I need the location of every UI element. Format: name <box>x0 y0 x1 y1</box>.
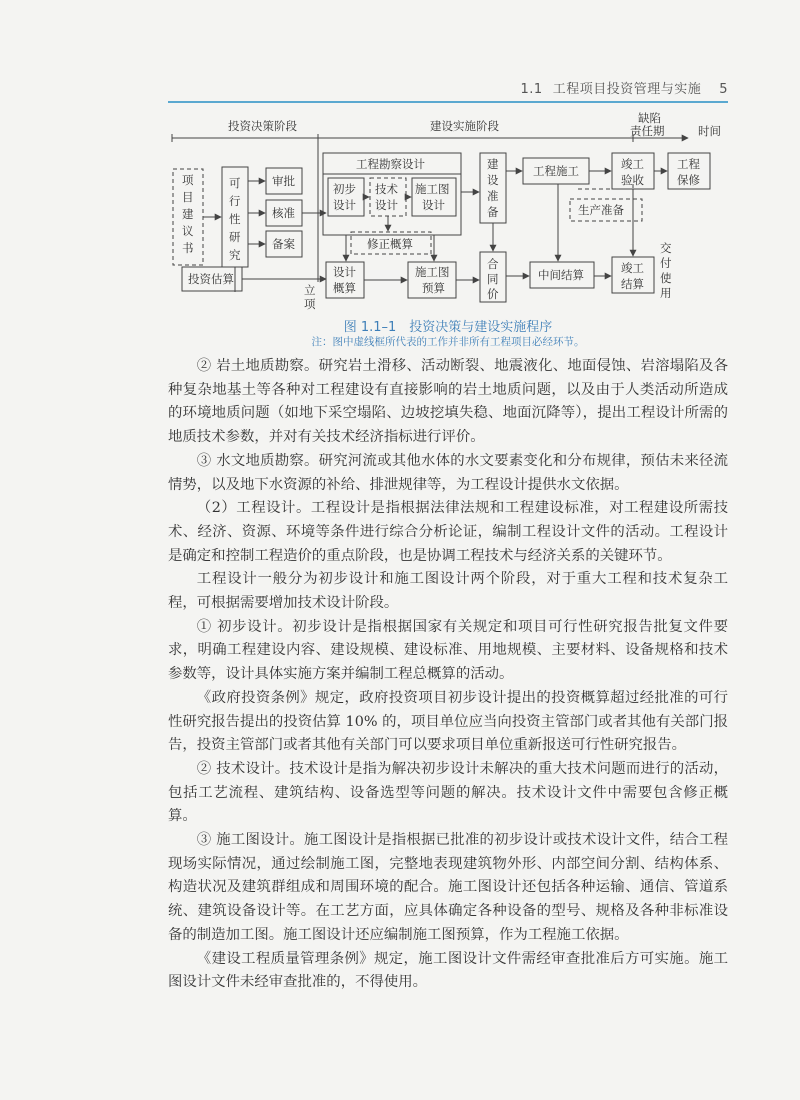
mid-settle-label: 中间结算 <box>538 268 584 282</box>
project-setup-char-2: 项 <box>304 297 316 311</box>
design-budget-label-2: 概算 <box>333 281 356 295</box>
paragraph-construction-drawing-design: ③ 施工图设计。施工图设计是指根据已批准的初步设计或技术设计文件，结合工程现场实际情况，通过绘制施工图，完整地表现建筑物外形、内部空间分割、结构体系、构造状况及建筑群组成和周围环境的配合。施工图设计还包括各种运输、通信、管道系统、建筑设备设计等。在工艺方面，应具体确定各种设备的型号、规格及各种非标准设备的制造加工图。施工图设计还应编制施工图预算，作为工程施工依据。 <box>168 832 728 943</box>
revised-budget-label: 修正概算 <box>367 237 413 251</box>
paragraph-geotechnical-survey: ② 岩土地质勘察。研究岩土滑移、活动断裂、地震液化、地面侵蚀、岩溶塌陷及各种复杂地基土等各种对工程建设有直接影响的岩土地质问题，以及由于人类活动所造成的环境地质问题（如地下采空塌陷、边坡挖填失稳、地面沉降等），提出工程设计所需的地质技术参数，并对有关技术经济指标进行评价。 <box>168 358 728 446</box>
time-label: 时间 <box>698 124 721 138</box>
maintenance-label-2: 保修 <box>677 173 700 187</box>
prelim-design-label-2: 设计 <box>333 198 356 212</box>
paragraph-engineering-design: （2）工程设计。工程设计是指根据法律法规和工程建设标准，对工程建设所需技术、经济、资源、环境等条件进行综合分析论证，编制工程设计文件的活动。工程设计是确定和控制工程造价的重点阶段，也是协调工程技术与经济关系的关键环节。 <box>168 500 728 564</box>
contract-char-2: 同 <box>487 272 499 286</box>
phase-defect-label-2: 责任期 <box>630 124 665 138</box>
handover-char-1: 交 <box>660 241 672 255</box>
design-budget-label-1: 设计 <box>333 265 356 279</box>
feasibility-char-4: 研 <box>229 230 241 244</box>
feasibility-char-5: 究 <box>229 248 241 262</box>
acceptance-label-1: 竣工 <box>621 157 644 171</box>
page-number: 5 <box>719 82 728 97</box>
prelim-design-label-1: 初步 <box>333 182 356 196</box>
header-text <box>521 78 728 97</box>
paragraph-design-stages: 工程设计一般分为初步设计和施工图设计两个阶段，对于重大工程和技术复杂工程，可根据需要增加技术设计阶段。 <box>168 571 728 612</box>
final-settle-label-2: 结算 <box>621 277 644 291</box>
running-header <box>168 78 728 100</box>
survey-design-label: 工程勘察设计 <box>356 157 425 171</box>
contract-char-1: 合 <box>487 257 499 271</box>
handover-char-4: 用 <box>660 286 672 300</box>
figure-caption: 图 1.1–1 投资决策与建设实施程序 <box>343 320 553 335</box>
proposal-char-1: 项 <box>182 173 194 187</box>
proposal-char-2: 目 <box>182 190 194 204</box>
feasibility-char-3: 性 <box>229 212 241 226</box>
drawing-design-label-1: 施工图 <box>415 182 450 196</box>
drawing-budget-label-1: 施工图 <box>415 265 450 279</box>
project-setup-char-1: 立 <box>304 283 316 297</box>
handover-char-2: 付 <box>660 256 672 270</box>
header-section-number: 1.1 <box>520 82 543 97</box>
proposal-char-5: 书 <box>182 241 194 255</box>
process-diagram-svg <box>168 112 728 340</box>
header-rule <box>168 101 728 103</box>
construction-label: 工程施工 <box>533 164 579 178</box>
paragraph-technical-design: ② 技术设计。技术设计是指为解决初步设计未解决的重大技术问题而进行的活动，包括工艺流程、建筑结构、设备选型等问题的解决。技术设计文件中需要包含修正概算。 <box>168 760 728 825</box>
paragraph-preliminary-design: ① 初步设计。初步设计是指根据国家有关规定和项目可行性研究报告批复文件要求，明确工程建设内容、建设规模、建设标准、用地规模、主要材料、设备规格和技术参数等，设计具体实施方案并编制工程总概算的活动。 <box>168 618 728 683</box>
estimate-label: 投资估算 <box>188 272 234 286</box>
acceptance-label-2: 验收 <box>621 173 644 187</box>
header-section-title: 工程项目投资管理与实施 <box>552 82 702 97</box>
contract-char-3: 价 <box>487 287 499 301</box>
build-prep-char-4: 备 <box>487 205 499 219</box>
tech-design-label-2: 设计 <box>375 198 398 212</box>
proposal-char-3: 建 <box>182 207 194 221</box>
maintenance-label-1: 工程 <box>677 157 700 171</box>
process-diagram <box>168 112 728 340</box>
build-prep-char-2: 设 <box>487 173 499 187</box>
drawing-design-label-2: 设计 <box>422 198 445 212</box>
drawing-budget-label-2: 预算 <box>422 281 445 295</box>
production-prep-label: 生产准备 <box>578 203 624 217</box>
build-prep-char-1: 建 <box>487 157 499 171</box>
feasibility-char-1: 可 <box>229 176 241 190</box>
proposal-char-4: 议 <box>182 224 194 238</box>
paragraph-government-regulation: 《政府投资条例》规定，政府投资项目初步设计提出的投资概算超过经批准的可行性研究报告提出的投资估算 10% 的，项目单位应当向投资主管部门或者其他有关部门报告，投资主管部门或者其他有关部门可以要求项目单位重新报送可行性研究报告。 <box>168 689 728 754</box>
handover-char-3: 使 <box>660 271 672 285</box>
final-settle-label-1: 竣工 <box>621 261 644 275</box>
phase-construction-label: 建设实施阶段 <box>430 119 499 133</box>
tech-design-label-1: 技术 <box>375 182 398 196</box>
paragraph-quality-regulation: 《建设工程质量管理条例》规定，施工图设计文件需经审查批准后方可实施。施工图设计文件未经审查批准的，不得使用。 <box>168 950 728 991</box>
build-prep-char-3: 准 <box>487 189 499 203</box>
body-text <box>168 355 728 995</box>
phase-decision-label: 投资决策阶段 <box>228 119 297 133</box>
figure-note: 注：图中虚线框所代表的工作并非所有工程项目必经环节。 <box>311 336 585 348</box>
phase-defect-label-1: 缺陷 <box>638 112 661 125</box>
record-label: 备案 <box>272 237 295 251</box>
feasibility-char-2: 行 <box>229 194 241 208</box>
paragraph-hydro-survey: ③ 水文地质勘察。研究河流或其他水体的水文要素变化和分布规律，预估未来径流情势，以及地下水资源的补给、排泄规律等，为工程设计提供水文依据。 <box>168 452 728 493</box>
verify-label: 核准 <box>272 206 295 220</box>
approve-label: 审批 <box>272 174 295 188</box>
